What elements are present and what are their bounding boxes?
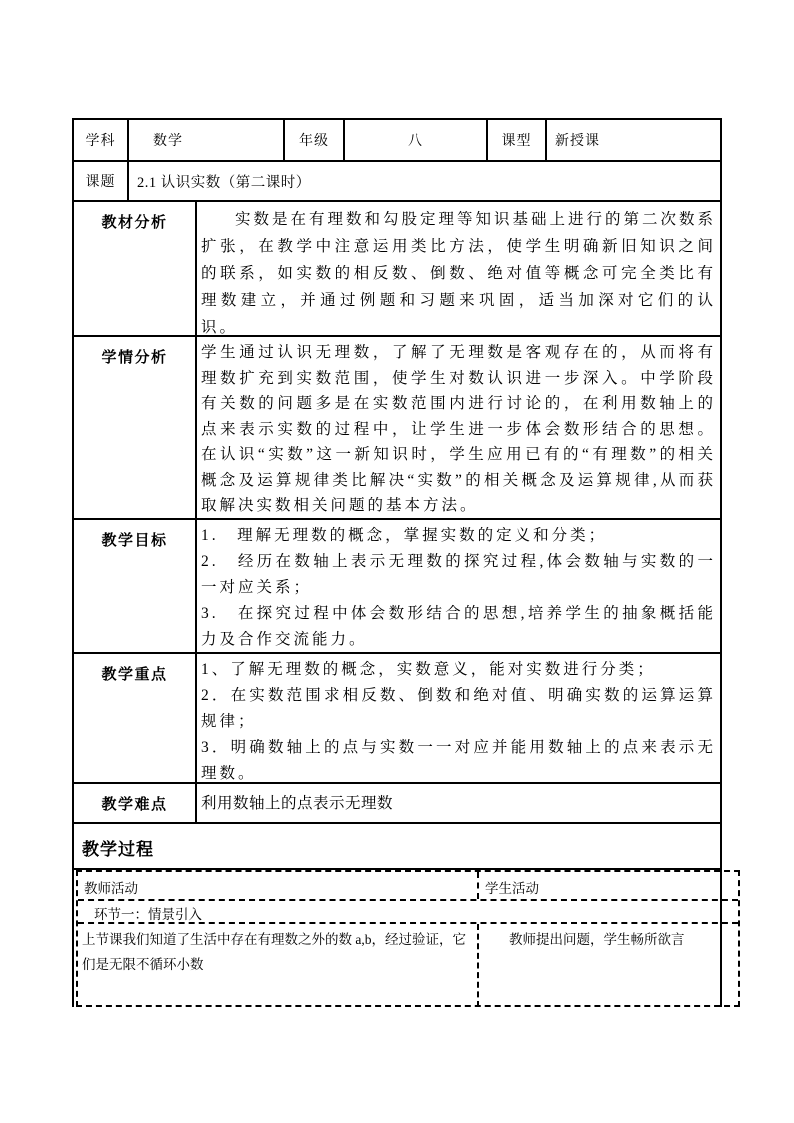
key-points-row: [74, 654, 720, 784]
key-point-item: 3．明确数轴上的点与实数一一对应并能用数轴上的点来表示无理数。: [201, 739, 716, 782]
process-header-row: [74, 824, 720, 870]
activities-table: [76, 870, 740, 1007]
subject-value: 数学: [153, 134, 183, 149]
difficulty-content: 利用数轴上的点表示无理数: [201, 795, 394, 812]
activities-header-row: [78, 872, 738, 901]
stage-title-row: [78, 901, 738, 924]
stage1-content-row: [78, 924, 738, 1007]
process-body-row: [74, 870, 720, 1007]
objectives-label: 教学目标: [74, 520, 197, 652]
key-point-item: 1、了解无理数的概念，实数意义，能对实数进行分类；: [201, 661, 656, 678]
objective-item: 1. 理解无理数的概念，掌握实数的定义和分类；: [201, 527, 608, 544]
grade-label-cell: [285, 120, 345, 160]
teacher-activity-header: 教师活动: [78, 872, 479, 899]
material-analysis-row: [74, 202, 720, 337]
grade-label: 年级: [299, 134, 329, 149]
key-points-label: 教学重点: [74, 654, 197, 782]
grade-value-cell: [345, 120, 488, 160]
stage1-teacher-activity: 上节课我们知道了生活中存在有理数之外的数 a,b，经过验证，它们是无限不循环小数: [78, 924, 479, 1007]
learner-analysis-content: [197, 337, 720, 518]
learner-analysis-label: 学情分析: [74, 337, 197, 518]
objectives-content: [197, 520, 720, 652]
subject-label: 学科: [85, 134, 116, 149]
material-analysis-label: 教材分析: [74, 202, 197, 335]
process-header: 教学过程: [82, 840, 154, 859]
lesson-plan-table: [72, 118, 722, 1007]
key-point-item: 2．在实数范围求相反数、倒数和绝对值、明确实数的运算运算规律；: [201, 687, 716, 730]
topic-label-cell: [74, 162, 129, 200]
course-type-value-cell: [547, 120, 720, 160]
stage1-title: 环节一：情景引入: [94, 907, 202, 922]
stage1-student-activity: 教师提出问题，学生畅所欲言: [509, 932, 685, 947]
learner-analysis-row: [74, 337, 720, 520]
material-analysis-text: 实数是在有理数和勾股定理等知识基础上进行的第二次数系扩张，在教学中注意运用类比方法，使学生明确新旧知识之间的联系，如实数的相反数、倒数、绝对值等概念可完全类比有理数建立，并通过例题和习题来巩固，适当加深对它们的认识。: [201, 211, 717, 335]
learner-analysis-text: 学生通过认识无理数，了解了无理数是客观存在的，从而将有理数扩充到实数范围，使学生对数认识进一步深入。中学阶段有关数的问题多是在实数范围内进行讨论的，在利用数轴上的点来表示实数的过程中，让学生进一步体会数形结合的思想。在认识“实数”这一新知识时，学生应用已有的“有理数”的相关概念及运算规律类比解决“实数”的相关概念及运算规律,从而获取解决实数相关问题的基本方法。: [201, 344, 716, 514]
grade-value: 八: [408, 134, 423, 149]
course-type-value: 新授课: [555, 134, 600, 149]
difficulty-label: 教学难点: [74, 784, 197, 822]
objective-item: 2. 经历在数轴上表示无理数的探究过程,体会数轴与实数的一一对应关系；: [201, 553, 716, 596]
info-row: [74, 120, 720, 162]
difficulty-row: [74, 784, 720, 824]
key-points-content: [197, 654, 720, 782]
subject-label-cell: [74, 120, 129, 160]
objective-item: 3. 在探究过程中体会数形结合的思想,培养学生的抽象概括能力及合作交流能力。: [201, 605, 716, 648]
subject-value-cell: [129, 120, 285, 160]
course-type-label-cell: [488, 120, 547, 160]
topic-value-cell: [129, 162, 720, 200]
material-analysis-content: [197, 202, 720, 335]
course-type-label: 课型: [501, 134, 532, 149]
topic-row: [74, 162, 720, 202]
topic-label: 课题: [85, 175, 116, 190]
objectives-row: [74, 520, 720, 654]
student-activity-header: 学生活动: [485, 881, 539, 896]
topic-value: 2.1 认识实数（第二课时）: [137, 174, 311, 191]
